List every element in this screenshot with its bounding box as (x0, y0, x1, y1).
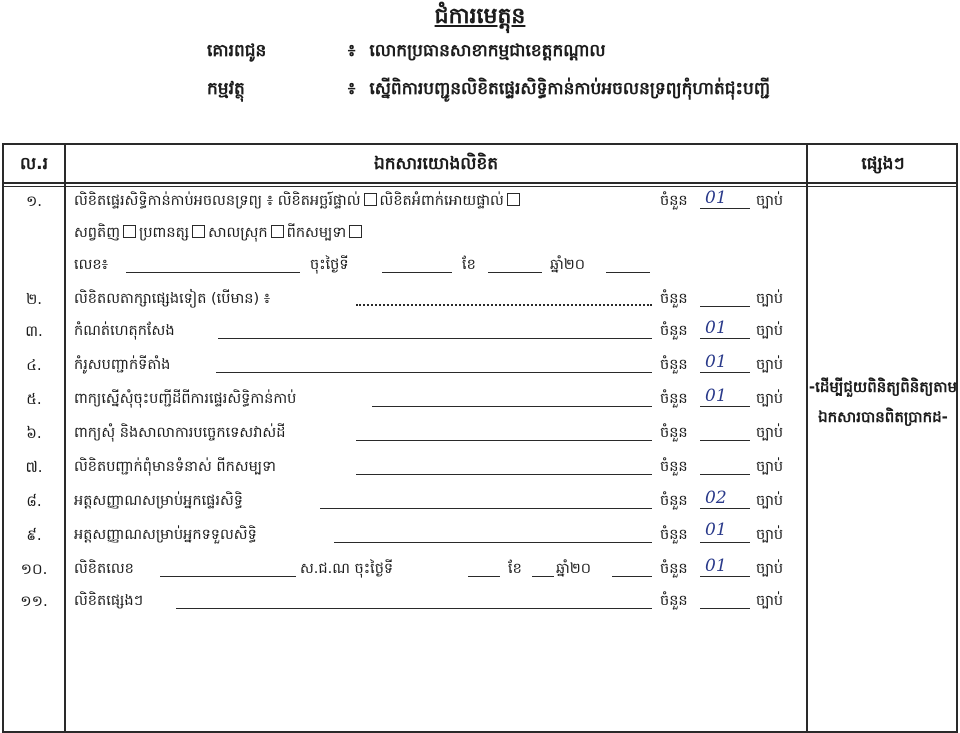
unit-label: ច្បាប់ (756, 561, 784, 577)
qty-line (700, 440, 750, 441)
date-label: ចុះថ្ងៃទី (310, 257, 349, 273)
col-divider-2 (806, 143, 808, 733)
fill-line (334, 542, 652, 543)
row-number: ៣. (25, 322, 43, 340)
row-text: កំរូសបញ្ជាក់ទីតាំង (74, 357, 171, 373)
qty-line (700, 208, 750, 209)
qty-label: ចំនួន (660, 459, 688, 475)
unit-label: ច្បាប់ (756, 527, 784, 543)
fill-line (126, 272, 300, 273)
row-number: ៧. (25, 458, 43, 476)
row-text: លិខិតលេខ (74, 561, 134, 577)
subject-sep: ៖ (347, 79, 356, 99)
header-divider (2, 182, 958, 184)
qty-label: ចំនួន (660, 425, 688, 441)
col-divider-1 (64, 143, 66, 733)
checkbox[interactable] (364, 193, 377, 206)
row-number: ១០. (20, 560, 48, 578)
row-text: អត្តសញ្ញាណសម្រាប់អ្នកទទួលសិទ្ធិ (74, 527, 257, 543)
qty-line (700, 608, 750, 609)
fill-line (382, 272, 452, 273)
row-1-option: លិខិតអំពាក់អោយផ្ទាល់ (379, 193, 504, 209)
unit-label: ច្បាប់ (756, 493, 784, 509)
handwritten-qty: 01 (705, 386, 727, 406)
checkbox[interactable] (192, 225, 205, 238)
subject-label: កម្មវត្ថុ (207, 79, 245, 99)
qty-label: ចំនួន (660, 593, 688, 609)
fill-line (218, 338, 652, 339)
qty-line (700, 306, 750, 307)
row-text (74, 224, 365, 245)
subject-line (207, 78, 770, 103)
header-divider-2 (2, 186, 958, 187)
row-number: ៤. (26, 356, 42, 374)
row-number: ៨. (26, 492, 42, 510)
row-number: ២. (25, 290, 43, 308)
fill-line (606, 272, 650, 273)
fill-line (356, 304, 652, 306)
row-number: ១១. (20, 592, 48, 610)
row-number: ៥. (26, 390, 42, 408)
fill-line (532, 576, 554, 577)
qty-line (700, 474, 750, 475)
month-label: ខែ (462, 257, 476, 273)
checkbox[interactable] (349, 225, 362, 238)
row-1b-label: សព្វតិញ (74, 225, 121, 241)
option: សាលស្រុក (208, 225, 268, 241)
row-number: ៦. (26, 424, 42, 442)
addressee-line (207, 40, 606, 65)
row-text: កំណត់ហេតុកសែង (74, 323, 175, 339)
year-label: ឆ្នាំ២០ (550, 257, 586, 273)
row-text: លិខិតបញ្ជាក់ពុំមានទំនាស់ ពីកសម្បទា (74, 459, 276, 475)
row-number: ៩. (26, 526, 42, 544)
qty-label: ចំនួន (660, 527, 688, 543)
date-label: ស.ជ.ណ ចុះថ្ងៃទី (300, 561, 394, 577)
qty-line (700, 542, 750, 543)
qty-label: ចំនួន (660, 493, 688, 509)
month-label: ខែ (508, 561, 522, 577)
qty-line (700, 372, 750, 373)
fill-line (356, 440, 652, 441)
checkbox[interactable] (507, 193, 520, 206)
row-text: ពាក្យសុំ និងសាលាការបច្ចេកទេសវាស់ដី (74, 425, 286, 441)
handwritten-qty: 02 (705, 488, 727, 508)
unit-label: ច្បាប់ (756, 291, 784, 307)
handwritten-qty: 01 (705, 318, 727, 338)
fill-line (216, 372, 652, 373)
checkbox[interactable] (271, 225, 284, 238)
handwritten-qty: 01 (705, 556, 727, 576)
qty-label: ចំនួន (660, 291, 688, 307)
handwritten-qty: 01 (705, 352, 727, 372)
fill-line (176, 608, 652, 609)
row-text: អត្តសញ្ញាណសម្រាប់អ្នកផ្ទេរសិទ្ធិ (74, 493, 244, 509)
fill-line (488, 272, 542, 273)
qty-line (700, 338, 750, 339)
row-1-label: លិខិតផ្ទេរសិទ្ធិកាន់កាប់អចលនទ្រព្យ ៖ លិខិតអច្ឆរ៍ផ្ទាល់ (74, 193, 361, 209)
qty-line (700, 576, 750, 577)
row-1c-label: លេខ៖ (74, 257, 108, 273)
remarks-note: -ដើម្បីជួយពិនិត្យពិនិត្យតាមឯកសារបានពិតប្រាកដ- (808, 378, 958, 426)
fill-line (372, 406, 652, 407)
unit-label: ច្បាប់ (756, 459, 784, 475)
handwritten-qty: 01 (705, 520, 727, 540)
unit-label: ច្បាប់ (756, 593, 784, 609)
unit-label: ច្បាប់ (756, 357, 784, 373)
fill-line (612, 576, 652, 577)
header-document: ឯកសារយោងលិខិត (373, 154, 499, 174)
unit-label: ច្បាប់ (756, 425, 784, 441)
row-number: ១. (25, 192, 43, 210)
row-text (74, 192, 523, 213)
row-text: លិខិតលតាក្សាផ្សេងទៀត (បើមាន) ៖ (74, 291, 271, 307)
row-text: ពាក្យស្នើសុំចុះបញ្ជីដីពីការផ្ទេរសិទ្ធិកាន់កាប់ (74, 391, 297, 407)
qty-label: ចំនួន (660, 561, 688, 577)
addressee-label: គោរពជូន (207, 41, 267, 61)
row-text: លិខិតផ្សេងៗ (74, 593, 144, 609)
qty-label: ចំនួន (660, 193, 688, 209)
unit-label: ច្បាប់ (756, 323, 784, 339)
year-label: ឆ្នាំ២០ (556, 561, 592, 577)
qty-line (700, 508, 750, 509)
option: ប្រពានត្ស (139, 225, 190, 241)
addressee-value: លោកប្រធានសាខាកម្មជាខេត្តកណ្ដាល (369, 41, 606, 61)
header-other: ផ្សេងៗ (861, 154, 905, 174)
subject-value: ស្នើពិការបញ្ជូនលិខិតផ្ទេរសិទ្ធិកាន់កាប់អចលនទ្រព្យកុំហាត់ជុះបញ្ជី (369, 79, 771, 99)
fill-line (356, 474, 652, 475)
qty-label: ចំនួន (660, 357, 688, 373)
qty-label: ចំនួន (660, 391, 688, 407)
addressee-sep: ៖ (347, 41, 356, 61)
unit-label: ច្បាប់ (756, 193, 784, 209)
qty-label: ចំនួន (660, 323, 688, 339)
fill-line (320, 508, 652, 509)
option: ពីកសម្បទា (286, 225, 347, 241)
handwritten-qty: 01 (705, 188, 727, 208)
checkbox[interactable] (123, 225, 136, 238)
unit-label: ច្បាប់ (756, 391, 784, 407)
header-number: ល.រ (19, 154, 49, 174)
fill-line (160, 576, 296, 577)
qty-line (700, 406, 750, 407)
document-title: ជំការមេត្តុន (434, 4, 526, 29)
fill-line (468, 576, 500, 577)
